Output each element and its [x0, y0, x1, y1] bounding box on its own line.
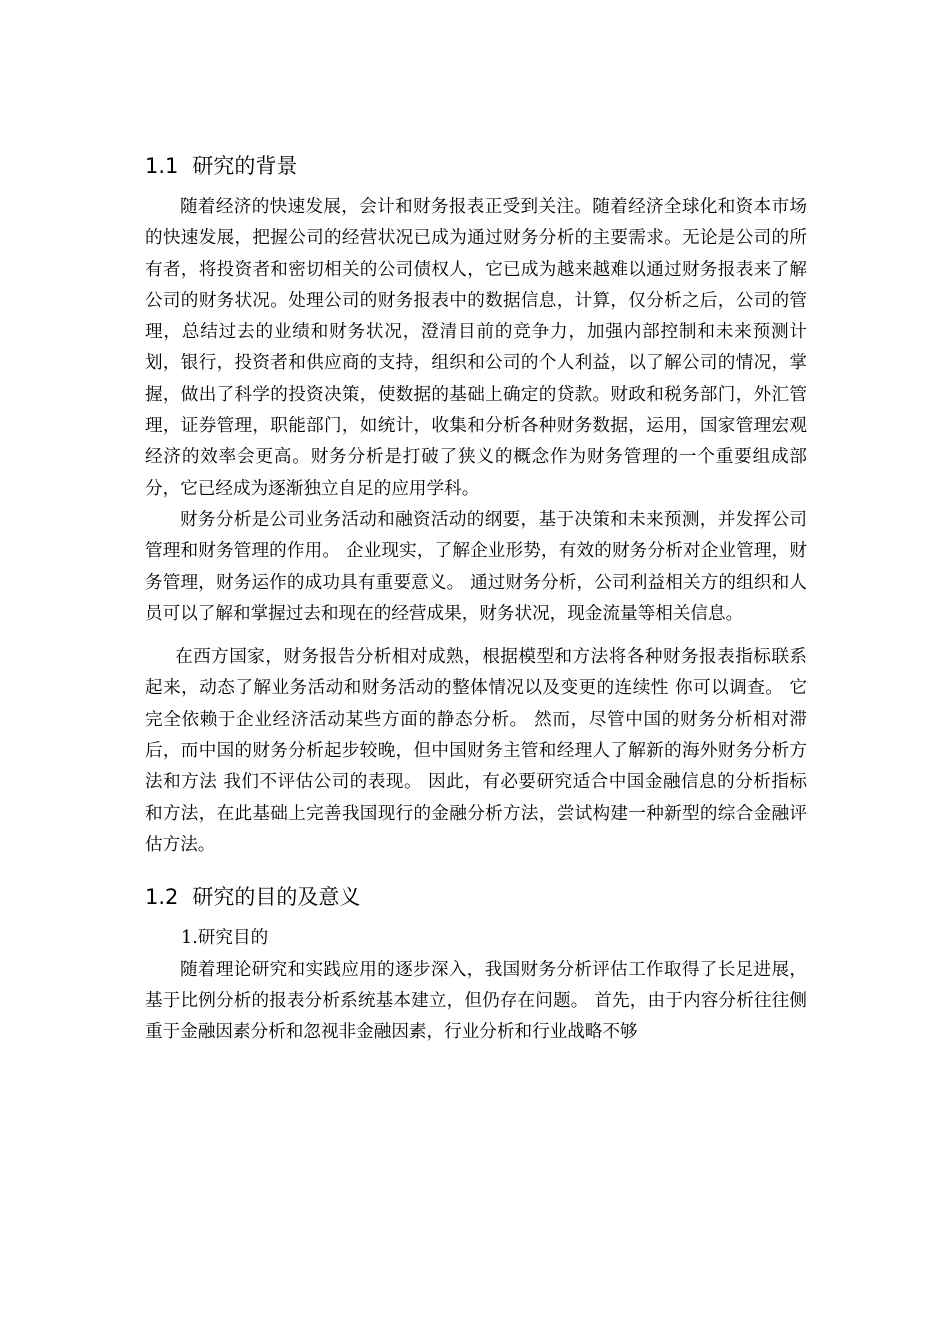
subheading-research-purpose: 1.研究目的 [181, 928, 269, 949]
section-heading-1-2 [145, 881, 807, 913]
section-number: 1.1 [145, 154, 179, 178]
section-heading-1-1 [145, 150, 807, 182]
document-body [145, 150, 807, 1048]
section-number: 1.2 [145, 885, 179, 910]
section-title: 研究的目的及意义 [192, 885, 361, 910]
paragraph-purpose-1: 随着理论研究和实践应用的逐步深入，我国财务分析评估工作取得了长足进展，基于比例分析的报表分析系统基本建立，但仍存在问题。 首先，由于内容分析往往侧重于金融因素分析和忽视非金融因素，行业分析和行业战略不够 [145, 959, 807, 1043]
paragraph-background-3: 在西方国家，财务报告分析相对成熟，根据模型和方法将各种财务报表指标联系起来，动态了解业务活动和财务活动的整体情况以及变更的连续性 你可以调查。 它完全依赖于企业经济活动某些方面的静态分析。 然而，尽管中国的财务分析相对滞后，而中国的财务分析起步较晚，但中国财务主管和经理人了解新的海外财务分析方法和方法 我们不评估公司的表现。 因此，有必要研究适合中国金融信息的分析指标和方法，在此基础上完善我国现行的金融分析方法，尝试构建一种新型的综合金融评估方法。 [145, 647, 807, 855]
paragraph-background-1: 随着经济的快速发展，会计和财务报表正受到关注。随着经济全球化和资本市场的快速发展，把握公司的经营状况已成为通过财务分析的主要需求。无论是公司的所有者，将投资者和密切相关的公司债权人，它已成为越来越难以通过财务报表来了解公司的财务状况。处理公司的财务报表中的数据信息，计算，仅分析之后，公司的管理，总结过去的业绩和财务状况，澄清目前的竞争力，加强内部控制和未来预测计划，银行，投资者和供应商的支持，组织和公司的个人利益，以了解公司的情况，掌握，做出了科学的投资决策，使数据的基础上确定的贷款。财政和税务部门，外汇管理，证券管理，职能部门，如统计，收集和分析各种财务数据，运用，国家管理宏观经济的效率会更高。财务分析是打破了狭义的概念作为财务管理的一个重要组成部分，它已经成为逐渐独立自足的应用学科。 [145, 197, 807, 499]
section-title: 研究的背景 [192, 154, 298, 178]
paragraph-background-2: 财务分析是公司业务活动和融资活动的纲要，基于决策和未来预测，并发挥公司管理和财务管理的作用。 企业现实，了解企业形势，有效的财务分析对企业管理，财务管理，财务运作的成功具有重要意义。 通过财务分析，公司利益相关方的组织和人员可以了解和掌握过去和现在的经营成果，财务状况，现金流量等相关信息。 [145, 509, 807, 624]
